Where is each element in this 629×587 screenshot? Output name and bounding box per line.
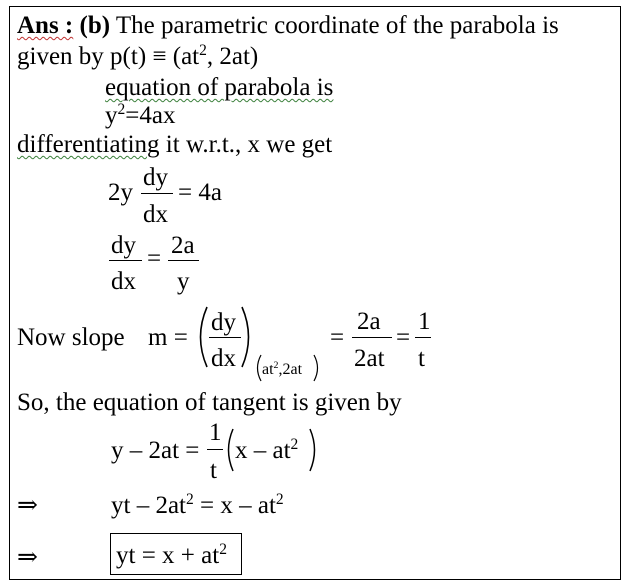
final-answer-text: yt = x + at bbox=[116, 542, 220, 569]
eq4-numerator: 1 bbox=[209, 419, 222, 446]
eq2-right-denominator: y bbox=[177, 268, 190, 295]
slope-equals-1: = bbox=[330, 324, 345, 351]
subscript-2at: ,2at bbox=[278, 361, 303, 378]
slope-m: m = bbox=[148, 324, 188, 351]
slope-subscript bbox=[262, 362, 302, 378]
eq2-equals: = bbox=[147, 245, 162, 272]
eq2-left-denominator: dx bbox=[111, 268, 136, 295]
differentiating-line bbox=[17, 132, 332, 157]
slope-left-paren bbox=[193, 306, 209, 368]
eq1-denominator: dx bbox=[143, 201, 168, 228]
slope-bar-3 bbox=[415, 337, 431, 338]
slope-denominator: dx bbox=[211, 345, 236, 372]
eq4-right-paren bbox=[308, 428, 320, 472]
eq2-left-numerator: dy bbox=[111, 232, 136, 259]
eq4-denominator: t bbox=[210, 457, 217, 484]
eq2-right-numerator: 2a bbox=[171, 232, 195, 259]
parabola-exponent: 2 bbox=[117, 100, 126, 118]
eq5-exponent-1: 2 bbox=[186, 490, 194, 508]
slope-denominator-2at: 2at bbox=[354, 345, 385, 372]
slope-label: Now slope bbox=[17, 324, 125, 351]
eq5-lhs: yt – 2at bbox=[111, 492, 186, 519]
final-answer-exponent: 2 bbox=[219, 540, 227, 558]
eq1-coefficient: 2y bbox=[108, 179, 133, 206]
eq4-exponent: 2 bbox=[290, 435, 299, 453]
eq5-exponent-2: 2 bbox=[275, 490, 284, 508]
parametric-text-end: , 2at) bbox=[206, 43, 259, 70]
slope-numerator-2a: 2a bbox=[357, 308, 381, 335]
parametric-exponent: 2 bbox=[199, 41, 207, 59]
slope-bar-2 bbox=[352, 337, 392, 338]
differentiating-rest: it w.r.t., x we get bbox=[165, 131, 333, 158]
eq1-rhs: = 4a bbox=[178, 179, 222, 206]
slope-denominator-t: t bbox=[418, 345, 425, 372]
subscript-at: at bbox=[262, 361, 274, 378]
subscript-exponent: 2 bbox=[273, 360, 279, 372]
answer-header-line bbox=[17, 13, 559, 38]
tangent-intro-line: So, the equation of tangent is given by bbox=[17, 389, 402, 416]
eq4-bar bbox=[207, 449, 223, 450]
parametric-text: given by p(t) ≡ (at bbox=[17, 43, 200, 70]
eq1-numerator: dy bbox=[143, 164, 168, 191]
slope-numerator-1: 1 bbox=[418, 308, 431, 335]
eq5-line bbox=[111, 490, 284, 519]
implies-arrow-icon: ⇒ bbox=[17, 492, 38, 519]
parabola-equation bbox=[105, 100, 176, 129]
eq4-lhs: y – 2at = bbox=[111, 437, 200, 464]
parabola-y: y bbox=[105, 102, 118, 129]
slope-equals-2: = bbox=[396, 324, 411, 351]
parametric-point-line bbox=[17, 41, 259, 70]
answer-option: (b) bbox=[79, 12, 111, 39]
answer-intro-text: The parametric coordinate of the parabola is bbox=[115, 12, 559, 39]
final-answer bbox=[116, 540, 227, 569]
eq1-fraction-bar bbox=[141, 193, 173, 194]
implies-arrow-icon-2: ⇒ bbox=[17, 544, 38, 571]
eq2-right-bar bbox=[168, 260, 199, 261]
slope-numerator: dy bbox=[211, 309, 236, 336]
subscript-right-paren bbox=[312, 354, 322, 382]
ans-label: Ans : bbox=[17, 12, 74, 39]
eq4-inner-text: x – at bbox=[235, 437, 291, 464]
eq2-left-bar bbox=[109, 260, 142, 261]
eq4-inner bbox=[235, 435, 299, 464]
differentiating-word: differentiating bbox=[17, 131, 160, 158]
parabola-rhs: =4ax bbox=[125, 102, 176, 129]
slope-bar bbox=[209, 337, 241, 338]
equation-intro-text: equation of parabola is bbox=[105, 74, 334, 101]
equation-intro-line bbox=[105, 75, 333, 100]
eq5-rhs: = x – at bbox=[193, 492, 276, 519]
eq4-left-paren bbox=[223, 428, 235, 472]
